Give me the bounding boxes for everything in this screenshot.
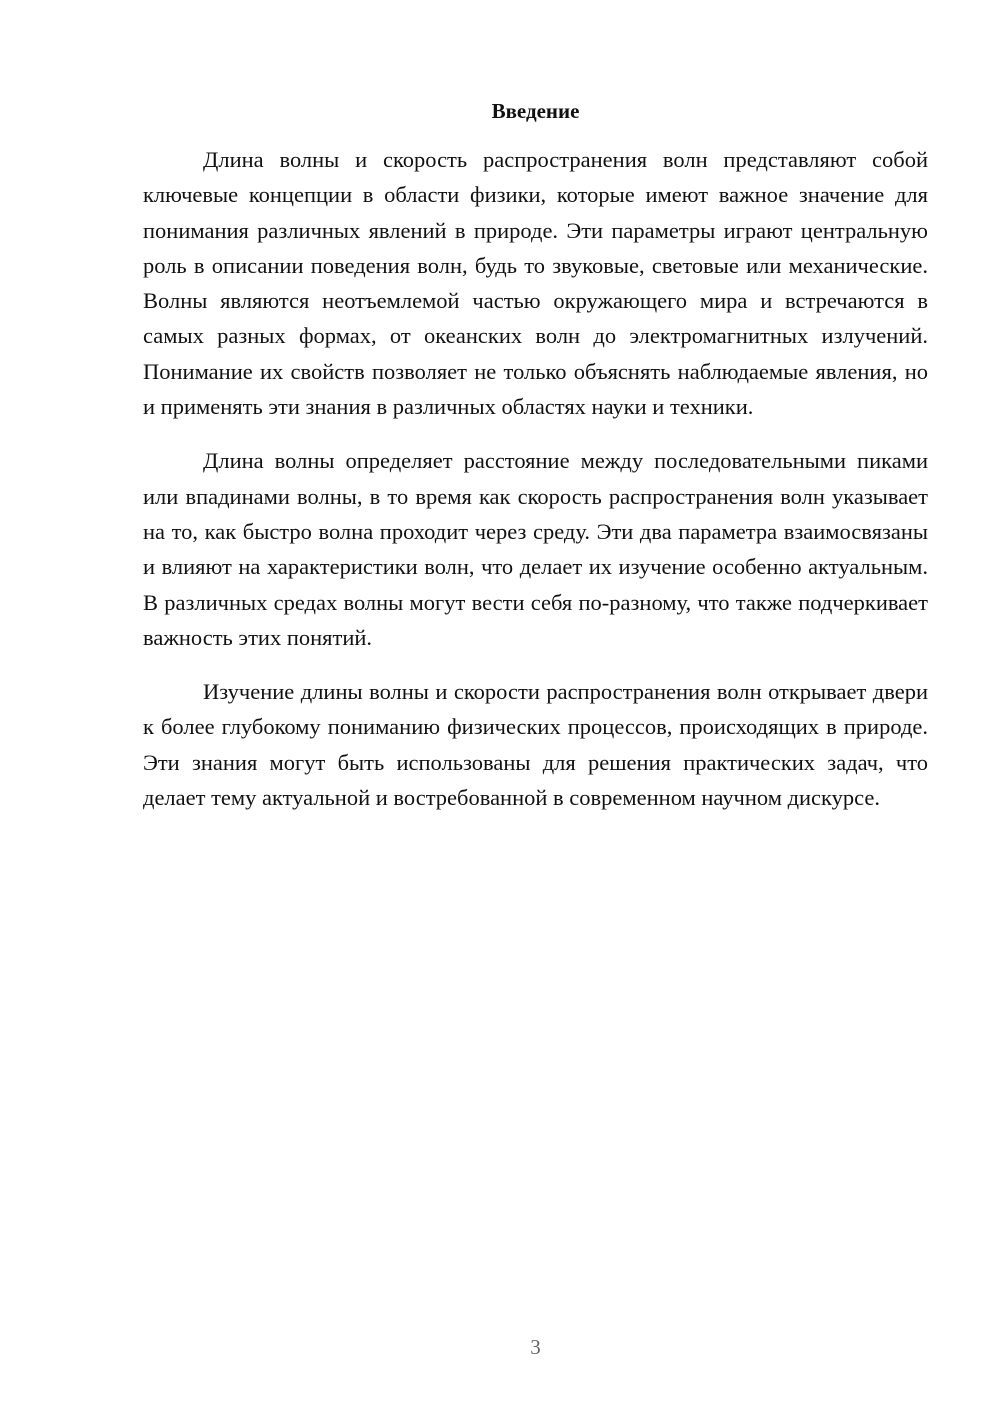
- page-number: 3: [530, 1335, 541, 1359]
- paragraph-1: Длина волны и скорость распространения волн представляют собой ключевые концепции в области физики, которые имеют важное значение для понимания различных явлений в природе. Эти параметры играют центральную роль в описании поведения волн, будь то звуковые, световые или механические. Волны являются неотъемлемой частью окружающего мира и встречаются в самых разных формах, от океанских волн до электромагнитных излучений. Понимание их свойств позволяет не только объяснять наблюдаемые явления, но и применять эти знания в различных областях науки и техники.: [143, 147, 928, 420]
- paragraph-3: Изучение длины волны и скорости распространения волн открывает двери к более глубокому пониманию физических процессов, происходящих в природе. Эти знания могут быть использованы для решения практических задач, что делает тему актуальной и востребованной в современном научном дискурсе.: [143, 679, 928, 811]
- document-body: [143, 142, 928, 815]
- paragraph-2: Длина волны определяет расстояние между последовательными пиками или впадинами волны, в то время как скорость распространения волн указывает на то, как быстро волна проходит через среду. Эти два параметра взаимосвязаны и влияют на характеристики волн, что делает их изучение особенно актуальным. В различных средах волны могут вести себя по-разному, что также подчеркивает важность этих понятий.: [143, 448, 928, 650]
- section-heading: Введение: [491, 99, 580, 123]
